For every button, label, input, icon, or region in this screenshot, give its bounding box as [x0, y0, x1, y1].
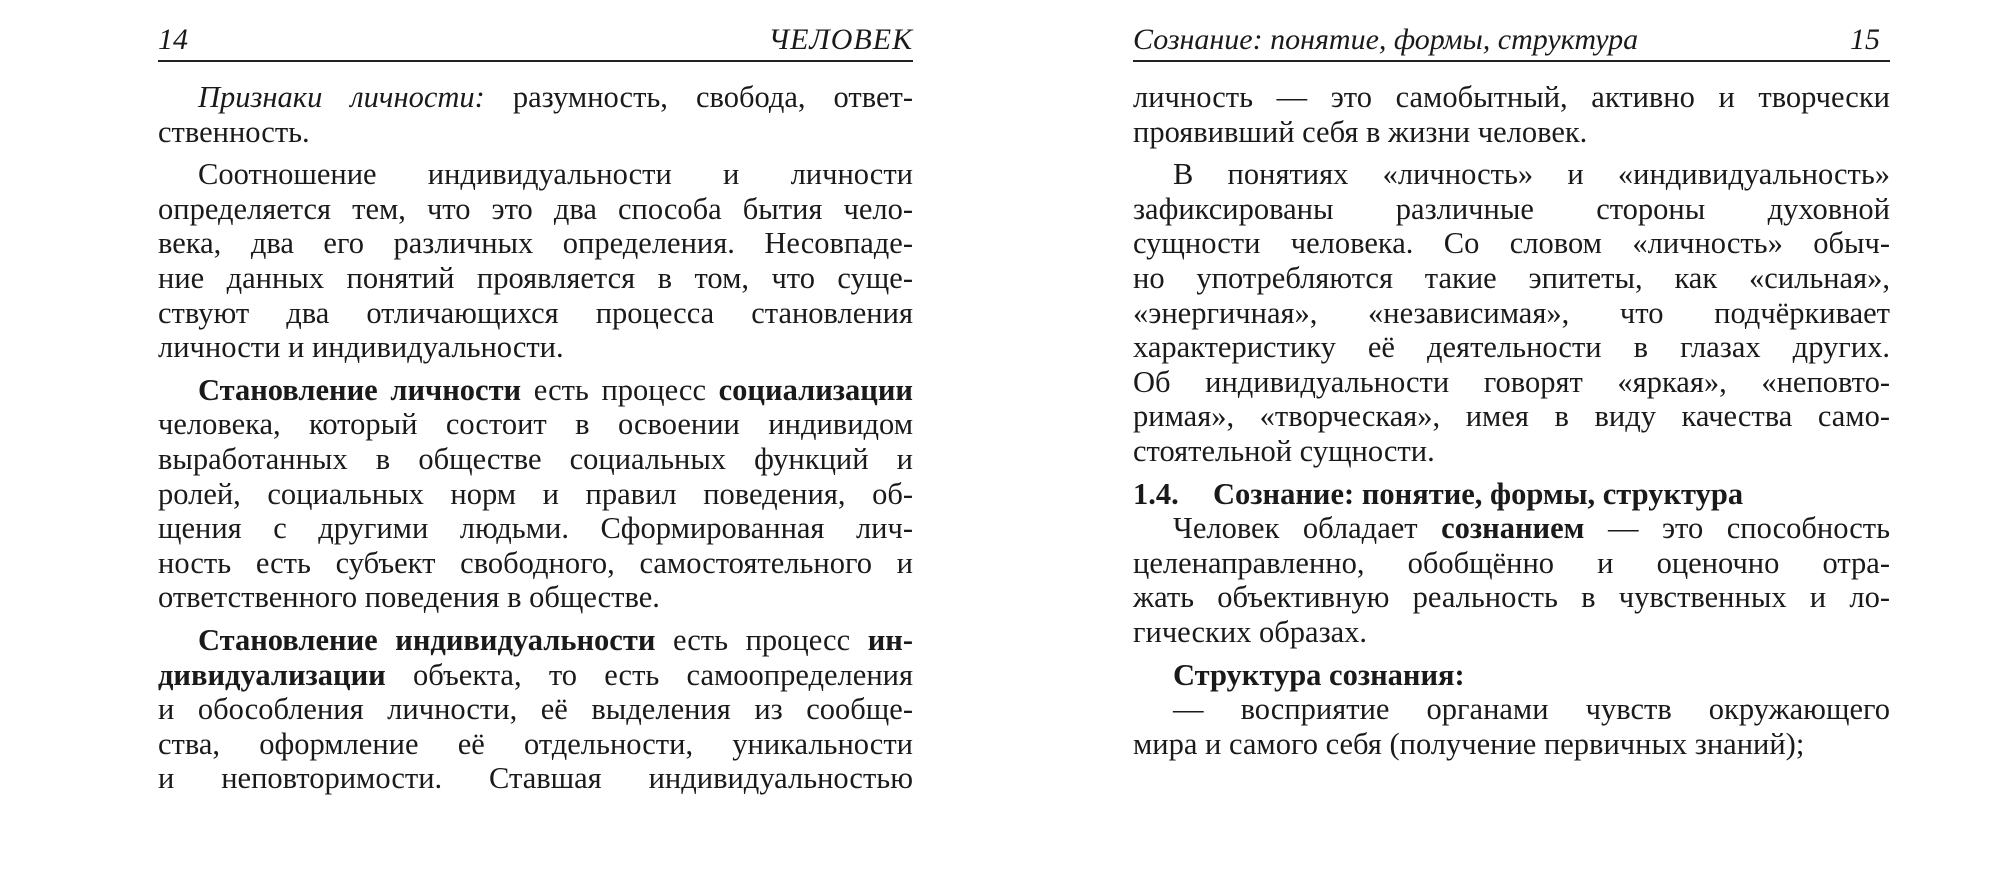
paragraph-line: дивидуализации объекта, то есть самоопределения — [158, 657, 913, 692]
paragraph-line: проявивший себя в жизни человек. — [1133, 114, 1588, 149]
paragraph-line: «энергичная», «независимая», что подчёркивает — [1133, 295, 1890, 330]
paragraph-line: В понятиях «личность» и «индивидуальность» — [1173, 157, 1890, 192]
section-number: 1.4. — [1133, 476, 1179, 511]
paragraph-line: личность — это самобытный, активно и творчески — [1133, 80, 1890, 114]
paragraph-line: и обособления личности, её выделения из сообще- — [158, 692, 913, 727]
paragraph-line: человека, который состоит в освоении индивидом — [158, 407, 913, 442]
bold-term: ин- — [867, 622, 913, 657]
page-number-right: 15 — [1850, 23, 1880, 56]
paragraph-line: Становление индивидуальности есть процесс ин- — [198, 622, 913, 657]
paragraph-line: Становление личности есть процесс социализации — [198, 372, 914, 407]
section-title: Сознание: понятие, формы, структура — [1213, 476, 1744, 511]
paragraph-line: личности и индивидуальности. — [158, 330, 564, 365]
paragraph-line: выработанных в обществе социальных функций и — [158, 441, 913, 476]
paragraph-line: ствуют два отличающихся процесса становления — [158, 295, 913, 330]
paragraph-line: Человек обладает сознанием — это способность — [1173, 511, 1890, 546]
paragraph-line: ролей, социальных норм и правил поведения, об- — [158, 476, 913, 511]
section-heading — [1133, 477, 1890, 512]
paragraph-line: гических образах. — [1133, 614, 1368, 649]
paragraph-line: характеристику её деятельности в глазах других. — [1133, 330, 1890, 365]
bold-term: Становление индивидуальности — [198, 622, 656, 657]
bold-term: Становление личности — [198, 372, 522, 407]
list-item-line: мира и самого себя (получение первичных знаний); — [1133, 726, 1805, 761]
subheading: Структура сознания: — [1173, 657, 1465, 692]
paragraph-line: ства, оформление её отдельности, уникальности — [158, 726, 913, 761]
bold-term: сознанием — [1441, 511, 1585, 546]
bold-term: социализации — [718, 372, 914, 407]
paragraph-line: века, два его различных определения. Несовпаде- — [158, 226, 913, 261]
right-body-text — [1133, 80, 1890, 761]
bold-term: дивидуализации — [158, 657, 386, 692]
running-title-left: ЧЕЛОВЕК — [768, 23, 913, 56]
italic-term: Признаки личности: — [198, 80, 485, 114]
paragraph-line: щения с другими людьми. Сформированная лич- — [158, 511, 913, 546]
left-body-text — [158, 80, 913, 796]
paragraph-line: зафиксированы различные стороны духовной — [1133, 191, 1890, 226]
paragraph-line: целенаправленно, обобщённо и оценочно отра- — [1133, 545, 1890, 580]
paragraph-line: сущности человека. Со словом «личность» обыч- — [1133, 226, 1890, 261]
right-running-head — [1133, 20, 1890, 62]
paragraph-line: определяется тем, что это два способа бытия чело- — [158, 191, 913, 226]
running-title-right: Сознание: понятие, формы, структура — [1133, 23, 1639, 56]
paragraph-line: Соотношение индивидуальности и личности — [198, 157, 913, 192]
paragraph-line: Об индивидуальности говорят «яркая», «неповто- — [1133, 364, 1890, 399]
paragraph-line: римая», «творческая», имея в виду качества само- — [1133, 399, 1890, 434]
paragraph-line: ственность. — [158, 114, 310, 149]
paragraph-line: и неповторимости. Ставшая индивидуальностью — [158, 761, 913, 796]
left-running-head — [158, 20, 913, 62]
paragraph-line: ние данных понятий проявляется в том, что суще- — [158, 260, 913, 295]
paragraph-line: ность есть субъект свободного, самостоятельного и — [158, 545, 913, 580]
paragraph-line: Признаки личности: разумность, свобода, ответ- — [198, 80, 913, 114]
paragraph-line: но употребляются такие эпитеты, как «сильная», — [1133, 260, 1890, 295]
paragraph-line: жать объективную реальность в чувственных и ло- — [1133, 580, 1890, 615]
page-number-left: 14 — [158, 23, 188, 56]
paragraph-line: стоятельной сущности. — [1133, 433, 1435, 468]
paragraph-line: ответственного поведения в обществе. — [158, 580, 660, 615]
list-item-line: — восприятие органами чувств окружающего — [1173, 692, 1890, 727]
